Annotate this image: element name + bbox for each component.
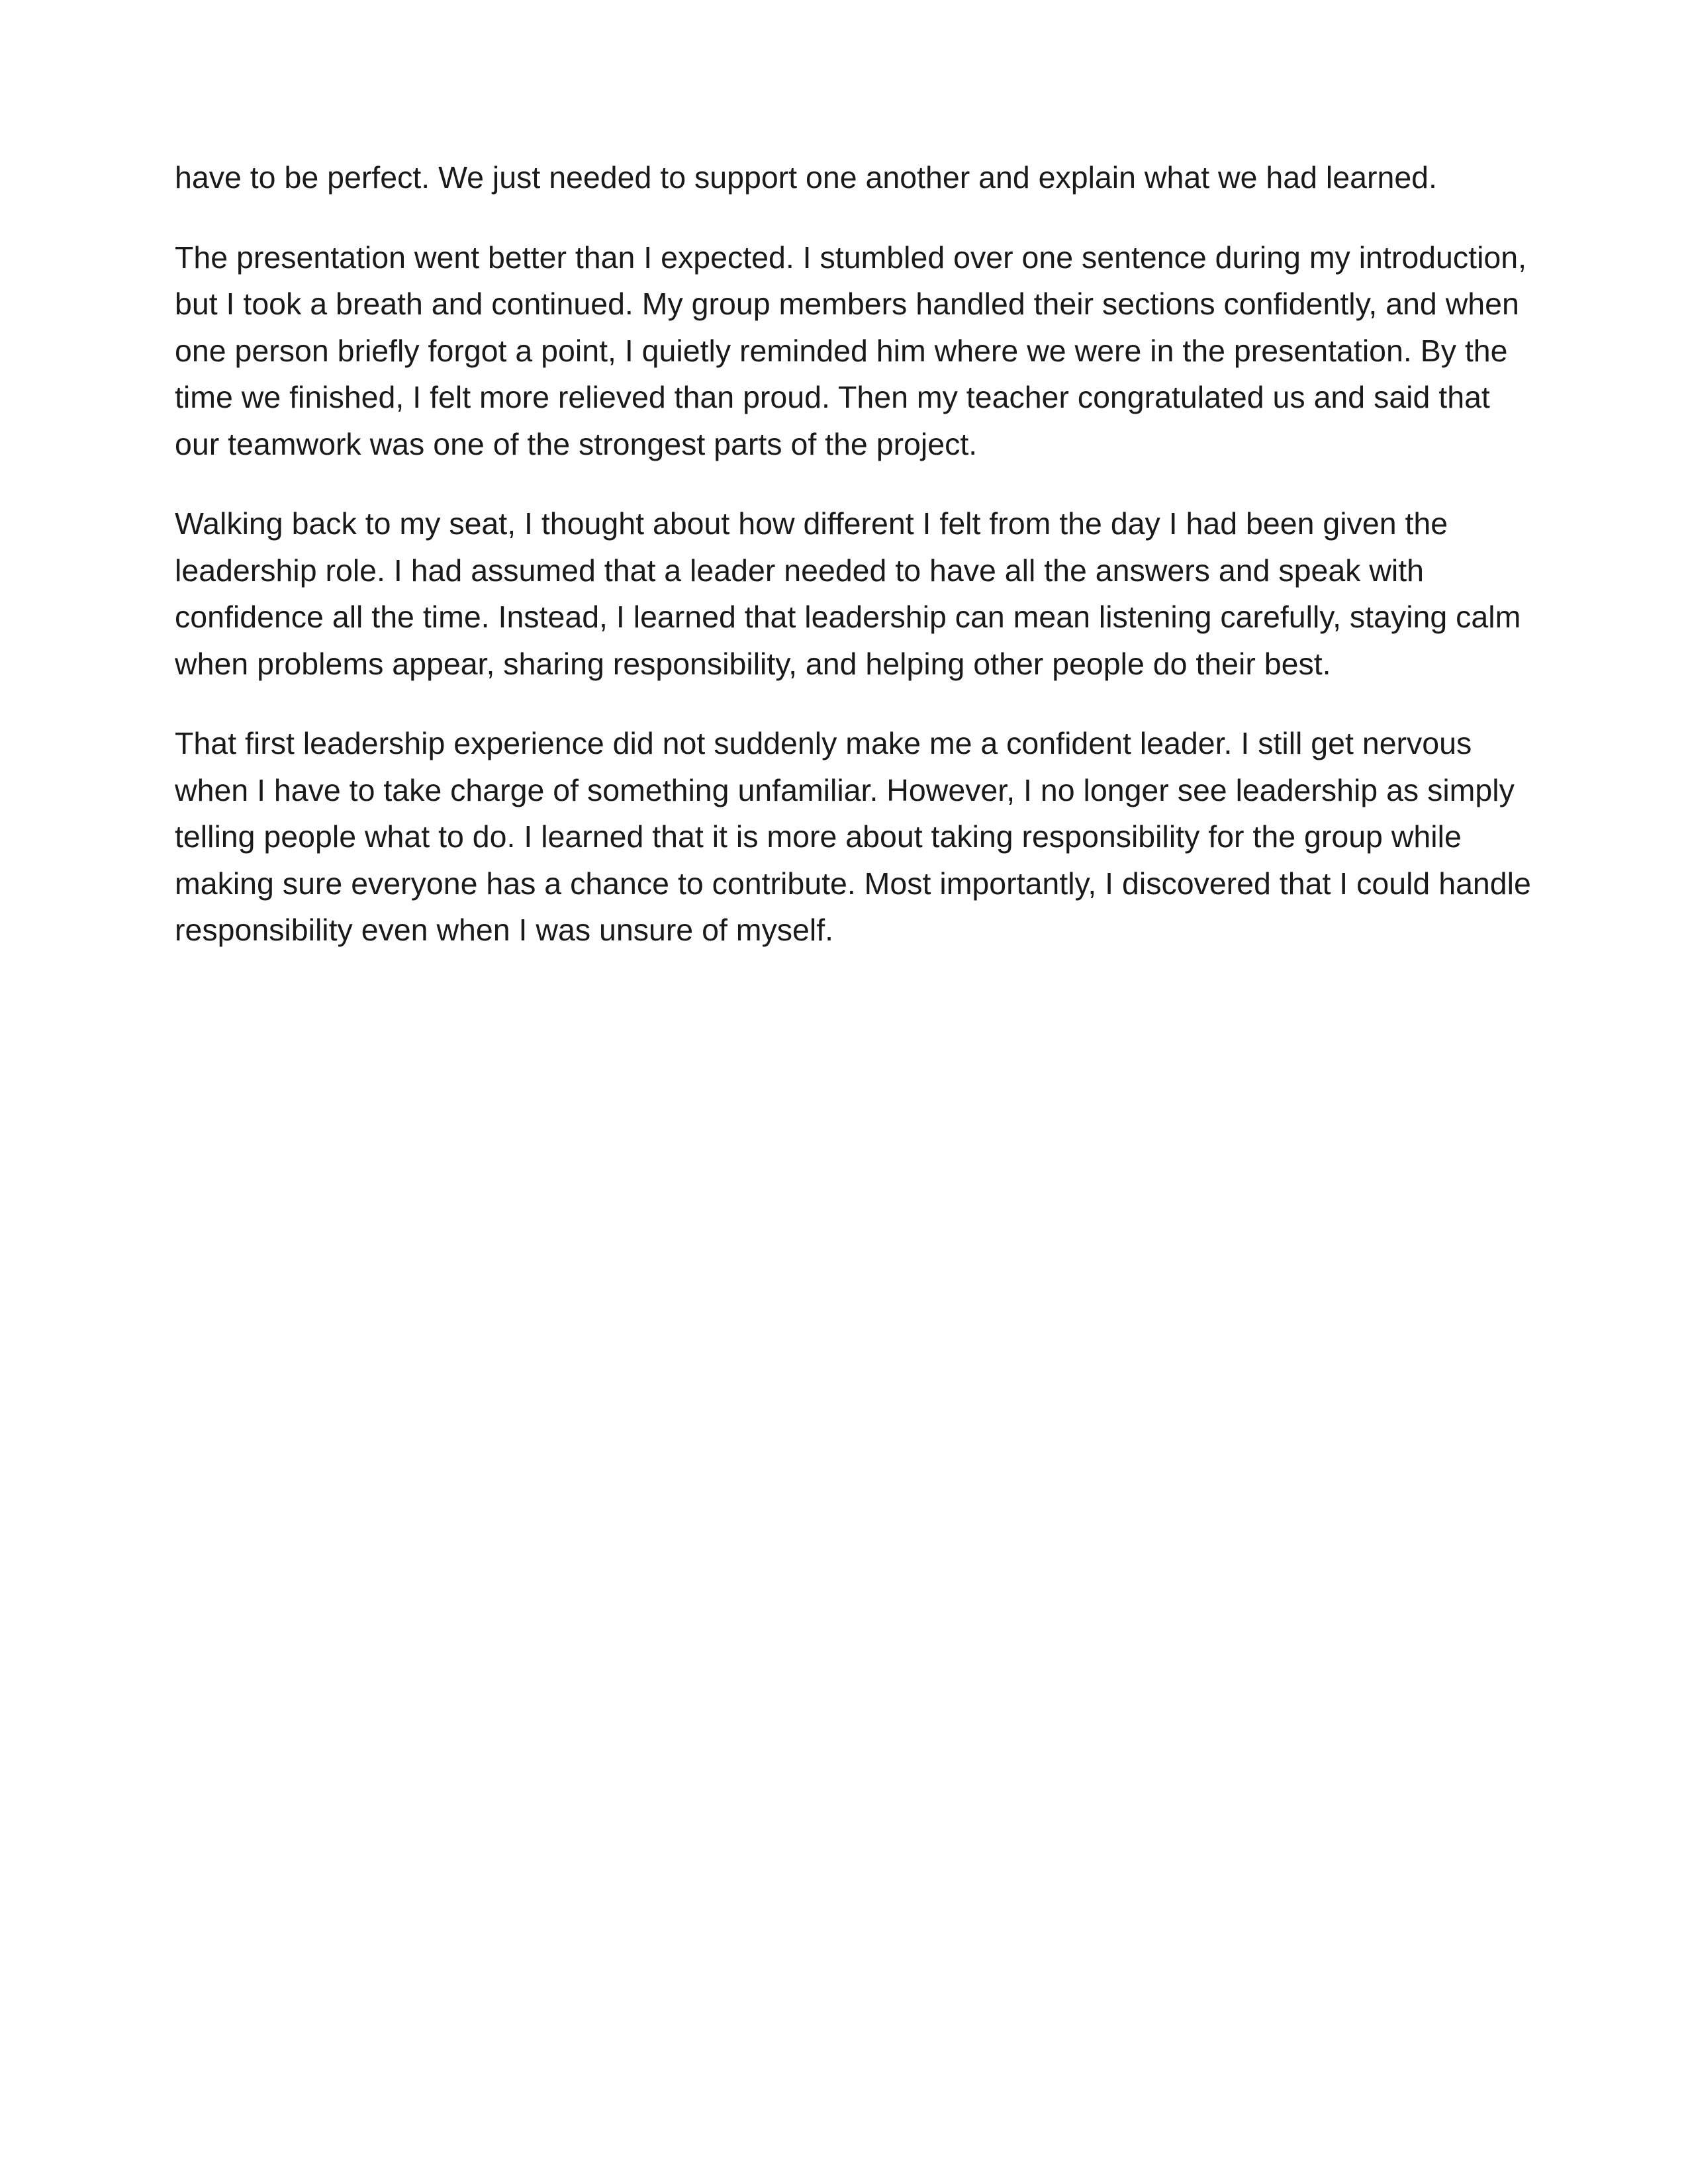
paragraph-1: [175, 154, 1519, 201]
text-line: The presentation went better than I expected. I stumbled over one sentence during my introduction,: [175, 240, 1527, 275]
text-line: leadership role. I had assumed that a leader needed to have all the answers and speak with: [175, 553, 1425, 588]
text-line: one person briefly forgot a point, I quietly reminded him where we were in the presentation. By the: [175, 333, 1508, 368]
text-line: when problems appear, sharing responsibility, and helping other people do their best.: [175, 646, 1331, 681]
text-line: Walking back to my seat, I thought about how different I felt from the day I had been given the: [175, 506, 1448, 541]
text-line: telling people what to do. I learned that it is more about taking responsibility for the group while: [175, 819, 1462, 854]
text-line: when I have to take charge of something unfamiliar. However, I no longer see leadership as simply: [175, 772, 1515, 807]
text-line: but I took a breath and continued. My group members handled their sections confidently, and when: [175, 287, 1519, 321]
text-line: confidence all the time. Instead, I learned that leadership can mean listening carefully, staying calm: [175, 600, 1521, 634]
text-line: have to be perfect. We just needed to support one another and explain what we had learned.: [175, 160, 1437, 195]
text-line: That first leadership experience did not suddenly make me a confident leader. I still get nervous: [175, 726, 1472, 760]
text-line: our teamwork was one of the strongest parts of the project.: [175, 426, 978, 461]
text-line: making sure everyone has a chance to contribute. Most importantly, I discovered that I could handle: [175, 866, 1531, 901]
paragraph-4: [175, 720, 1531, 954]
text-line: responsibility even when I was unsure of myself.: [175, 913, 834, 947]
text-line: time we finished, I felt more relieved than proud. Then my teacher congratulated us and said that: [175, 380, 1490, 414]
paragraph-2: [175, 234, 1527, 468]
paragraph-3: [175, 500, 1519, 687]
document-body: [175, 154, 1531, 987]
